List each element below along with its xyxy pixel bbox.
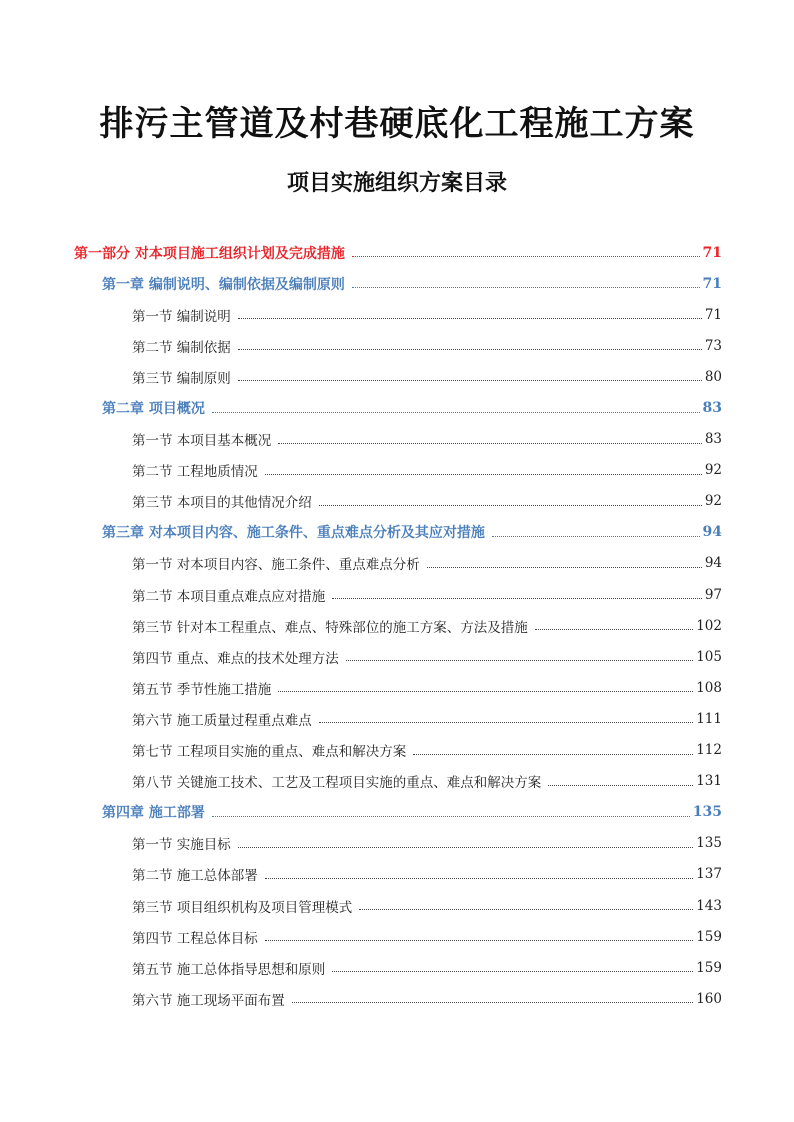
toc-section-entry[interactable]	[0, 424, 794, 455]
dot-leader	[278, 443, 702, 444]
dot-leader	[359, 909, 693, 910]
toc-heading: 项目实施组织方案目录	[286, 170, 507, 196]
toc-entry-label: 第一节 本项目基本概况	[132, 429, 275, 449]
toc-page-number: 108	[696, 679, 722, 696]
toc-entry-label: 第七节 工程项目实施的重点、难点和解决方案	[132, 740, 410, 760]
toc-page-number: 71	[704, 306, 722, 323]
dot-leader	[492, 536, 700, 537]
dot-leader	[238, 349, 702, 350]
toc-entry-label: 第一节 编制说明	[132, 305, 235, 325]
toc-entry-label: 第三节 本项目的其他情况介绍	[132, 491, 316, 511]
toc-entry-label: 第五节 季节性施工措施	[132, 678, 275, 698]
dot-leader	[238, 318, 702, 319]
toc-page-number: 105	[696, 648, 722, 665]
dot-leader	[548, 785, 693, 786]
toc-page-number: 80	[704, 368, 722, 385]
document-title: 排污主管道及村巷硬底化工程施工方案	[99, 104, 695, 144]
toc-section-entry[interactable]	[0, 952, 794, 983]
toc-entry-label: 第二节 本项目重点难点应对措施	[132, 585, 329, 605]
toc-entry-label: 第六节 施工现场平面布置	[132, 989, 289, 1009]
dot-leader	[238, 380, 702, 381]
toc-entry-label: 第二章 项目概况	[102, 398, 209, 418]
toc-entry-label: 第一节 对本项目内容、施工条件、重点难点分析	[132, 553, 424, 573]
toc-page-number: 94	[702, 524, 722, 541]
toc-page-number: 131	[696, 773, 722, 790]
toc-entry-label: 第六节 施工质量过程重点难点	[132, 709, 316, 729]
toc-section-entry[interactable]	[0, 890, 794, 921]
toc-entry-label: 第一部分 对本项目施工组织计划及完成措施	[74, 243, 349, 263]
dot-leader	[332, 971, 693, 972]
dot-leader	[319, 505, 702, 506]
toc-section-entry[interactable]	[0, 983, 794, 1014]
dot-leader	[535, 629, 693, 630]
toc-chapter-entry[interactable]	[0, 517, 794, 548]
dot-leader	[212, 412, 700, 413]
toc-entry-label: 第四节 重点、难点的技术处理方法	[132, 647, 343, 667]
toc-entry-label: 第五节 施工总体指导思想和原则	[132, 958, 329, 978]
dot-leader	[212, 816, 690, 817]
dot-leader	[413, 754, 693, 755]
toc-part-entry[interactable]	[0, 237, 794, 268]
toc-page-number: 97	[704, 586, 722, 603]
toc-entry-label: 第四节 工程总体目标	[132, 927, 262, 947]
toc-section-entry[interactable]	[0, 486, 794, 517]
toc-chapter-entry[interactable]	[0, 797, 794, 828]
toc-section-entry[interactable]	[0, 735, 794, 766]
toc-page-number: 111	[696, 710, 722, 727]
dot-leader	[265, 474, 702, 475]
dot-leader	[265, 940, 693, 941]
toc-page-number: 160	[696, 990, 722, 1007]
toc-entry-label: 第一章 编制说明、编制依据及编制原则	[102, 274, 349, 294]
dot-leader	[352, 256, 700, 257]
toc-page-number: 83	[702, 400, 722, 417]
toc-entry-label: 第三章 对本项目内容、施工条件、重点难点分析及其应对措施	[102, 522, 489, 542]
toc-section-entry[interactable]	[0, 641, 794, 672]
dot-leader	[427, 567, 702, 568]
toc-entry-label: 第八节 关键施工技术、工艺及工程项目实施的重点、难点和解决方案	[132, 771, 545, 791]
toc-section-entry[interactable]	[0, 330, 794, 361]
dot-leader	[292, 1002, 693, 1003]
toc-page-number: 143	[696, 897, 722, 914]
toc-section-entry[interactable]	[0, 361, 794, 392]
dot-leader	[278, 691, 693, 692]
toc-page-number: 92	[704, 493, 722, 510]
dot-leader	[319, 722, 693, 723]
toc-section-entry[interactable]	[0, 672, 794, 703]
toc-page-number: 112	[696, 742, 722, 759]
dot-leader	[352, 287, 700, 288]
toc-section-entry[interactable]	[0, 766, 794, 797]
toc-section-entry[interactable]	[0, 703, 794, 734]
toc-page-number: 102	[696, 617, 722, 634]
dot-leader	[346, 660, 693, 661]
toc-section-entry[interactable]	[0, 828, 794, 859]
table-of-contents	[0, 237, 794, 1014]
toc-section-entry[interactable]	[0, 548, 794, 579]
toc-entry-label: 第二节 施工总体部署	[132, 864, 262, 884]
toc-chapter-entry[interactable]	[0, 392, 794, 423]
toc-page-number: 71	[702, 275, 722, 292]
toc-page-number: 94	[704, 555, 722, 572]
toc-page-number: 83	[704, 431, 722, 448]
toc-page-number: 71	[702, 244, 722, 261]
dot-leader	[238, 847, 693, 848]
toc-chapter-entry[interactable]	[0, 268, 794, 299]
toc-page-number: 135	[692, 804, 722, 821]
toc-entry-label: 第三节 编制原则	[132, 367, 235, 387]
toc-section-entry[interactable]	[0, 455, 794, 486]
toc-section-entry[interactable]	[0, 859, 794, 890]
toc-page-number: 73	[704, 337, 722, 354]
toc-entry-label: 第四章 施工部署	[102, 802, 209, 822]
toc-page-number: 159	[696, 959, 722, 976]
dot-leader	[265, 878, 693, 879]
toc-page-number: 137	[696, 866, 722, 883]
toc-page-number: 135	[696, 835, 722, 852]
toc-section-entry[interactable]	[0, 610, 794, 641]
toc-entry-label: 第三节 项目组织机构及项目管理模式	[132, 896, 356, 916]
toc-page-number: 92	[704, 462, 722, 479]
toc-entry-label: 第三节 针对本工程重点、难点、特殊部位的施工方案、方法及措施	[132, 616, 532, 636]
toc-section-entry[interactable]	[0, 921, 794, 952]
toc-entry-label: 第二节 工程地质情况	[132, 460, 262, 480]
toc-page-number: 159	[696, 928, 722, 945]
dot-leader	[332, 598, 702, 599]
toc-section-entry[interactable]	[0, 579, 794, 610]
toc-section-entry[interactable]	[0, 299, 794, 330]
toc-entry-label: 第一节 实施目标	[132, 833, 235, 853]
toc-entry-label: 第二节 编制依据	[132, 336, 235, 356]
